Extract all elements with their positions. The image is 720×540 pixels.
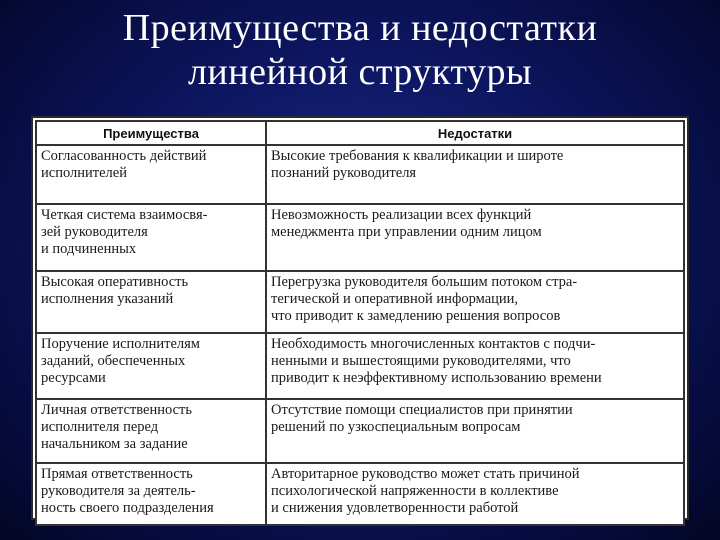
table-row	[36, 145, 684, 204]
disadvantage-cell	[266, 204, 684, 271]
table-row	[36, 204, 684, 271]
advantage-cell	[36, 333, 266, 399]
table-row	[36, 333, 684, 399]
advantage-text: Личная ответственность исполнителя перед начальником за задание	[41, 402, 192, 452]
advantage-text: Четкая система взаимосвя- зей руководителя и подчиненных	[41, 207, 208, 257]
disadvantage-text: Необходимость многочисленных контактов с подчи- ненными и вышестоящими руководителями, что приводит к неэффективному использованию времени	[271, 336, 602, 386]
advantage-text: Согласованность действий исполнителей	[41, 148, 207, 181]
advantage-text: Прямая ответственность руководителя за деятель- ность своего подразделения	[41, 466, 214, 516]
comparison-table	[35, 120, 685, 526]
header-disadvantages: Недостатки	[266, 121, 684, 145]
disadvantage-cell	[266, 145, 684, 204]
slide-title	[0, 6, 720, 94]
disadvantage-cell	[266, 333, 684, 399]
disadvantage-text: Отсутствие помощи специалистов при принятии решений по узкоспециальным вопросам	[271, 402, 573, 435]
advantage-text: Высокая оперативность исполнения указаний	[41, 274, 189, 307]
disadvantage-text: Невозможность реализации всех функций менеджмента при управлении одним лицом	[271, 207, 542, 240]
table-row	[36, 399, 684, 463]
advantage-cell	[36, 399, 266, 463]
advantage-cell	[36, 145, 266, 204]
disadvantage-cell	[266, 463, 684, 525]
disadvantage-text: Высокие требования к квалификации и широте познаний руководителя	[271, 148, 564, 181]
disadvantage-cell	[266, 399, 684, 463]
disadvantage-cell	[266, 271, 684, 333]
disadvantage-text: Перегрузка руководителя большим потоком стра- тегической и оперативной информации, что приводит к замедлению решения вопросов	[271, 274, 578, 324]
advantage-text: Поручение исполнителям заданий, обеспеченных ресурсами	[41, 336, 200, 386]
advantage-cell	[36, 204, 266, 271]
comparison-table-frame	[31, 116, 689, 520]
header-advantages: Преимущества	[36, 121, 266, 145]
disadvantage-text: Авторитарное руководство может стать причиной психологической напряженности в коллективе и снижения удовлетворенности работой	[271, 466, 580, 516]
slide-title-text: Преимущества и недостатки линейной структуры	[122, 7, 598, 93]
table-header-row	[36, 121, 684, 145]
advantage-cell	[36, 463, 266, 525]
table-row	[36, 463, 684, 525]
advantage-cell	[36, 271, 266, 333]
table-row	[36, 271, 684, 333]
